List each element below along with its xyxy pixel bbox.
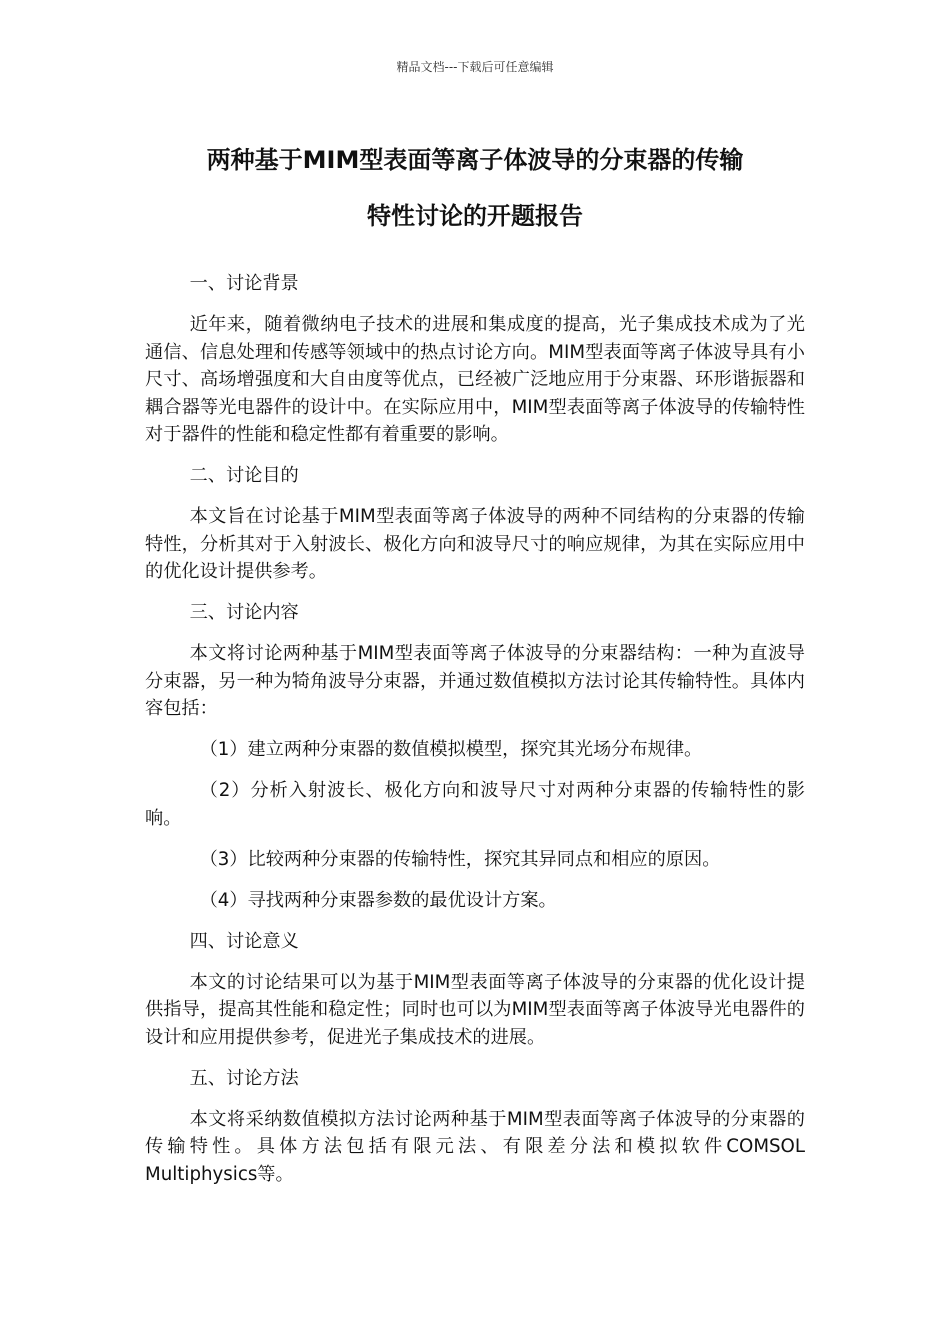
title-line-2: 特性讨论的开题报告 [367, 202, 583, 230]
document-body [145, 270, 805, 1202]
list-item-2: （2）分析入射波长、极化方向和波导尺寸对两种分束器的传输特性的影响。 [145, 780, 805, 829]
paragraph-purpose: 本文旨在讨论基于MIM型表面等离子体波导的两种不同结构的分束器的传输特性，分析其对于入射波长、极化方向和波导尺寸的响应规律，为其在实际应用中的优化设计提供参考。 [145, 506, 805, 582]
section-heading-content: 三、讨论内容 [189, 602, 299, 623]
section-heading-method: 五、讨论方法 [189, 1067, 299, 1089]
section-heading-purpose: 二、讨论目的 [189, 465, 299, 486]
header-note: 精品文档---下载后可任意编辑 [396, 60, 554, 74]
paragraph-background: 近年来，随着微纳电子技术的进展和集成度的提高，光子集成技术成为了光通信、信息处理和传感等领域中的热点讨论方向。MIM型表面等离子体波导具有小尺寸、高场增强度和大自由度等优点，已经被广泛地应用于分束器、环形谐振器和耦合器等光电器件的设计中。在实际应用中，MIM型表面等离子体波导的传输特性对于器件的性能和稳定性都有着重要的影响。 [145, 314, 805, 445]
paragraph-significance: 本文的讨论结果可以为基于MIM型表面等离子体波导的分束器的优化设计提供指导，提高其性能和稳定性；同时也可以为MIM型表面等离子体波导光电器件的设计和应用提供参考，促进光子集成技术的进展。 [145, 971, 805, 1048]
list-item-1: （1）建立两种分束器的数值模拟模型，探究其光场分布规律。 [199, 739, 703, 760]
title-line-1: 两种基于MIM型表面等离子体波导的分束器的传输 [206, 146, 744, 174]
document-title [140, 132, 810, 244]
section-heading-background: 一、讨论背景 [189, 273, 299, 294]
section-heading-significance: 四、讨论意义 [189, 930, 299, 952]
list-item-4: （4）寻找两种分束器参数的最优设计方案。 [199, 889, 557, 911]
paragraph-content: 本文将讨论两种基于MIM型表面等离子体波导的分束器结构：一种为直波导分束器，另一种为犄角波导分束器，并通过数值模拟方法讨论其传输特性。具体内容包括： [145, 643, 805, 719]
list-item-3: （3）比较两种分束器的传输特性，探究其异同点和相应的原因。 [199, 848, 721, 870]
paragraph-method: 本文将采纳数值模拟方法讨论两种基于MIM型表面等离子体波导的分束器的传输特性。具体方法包括有限元法、有限差分法和模拟软件COMSOL Multiphysics等。 [145, 1108, 805, 1185]
